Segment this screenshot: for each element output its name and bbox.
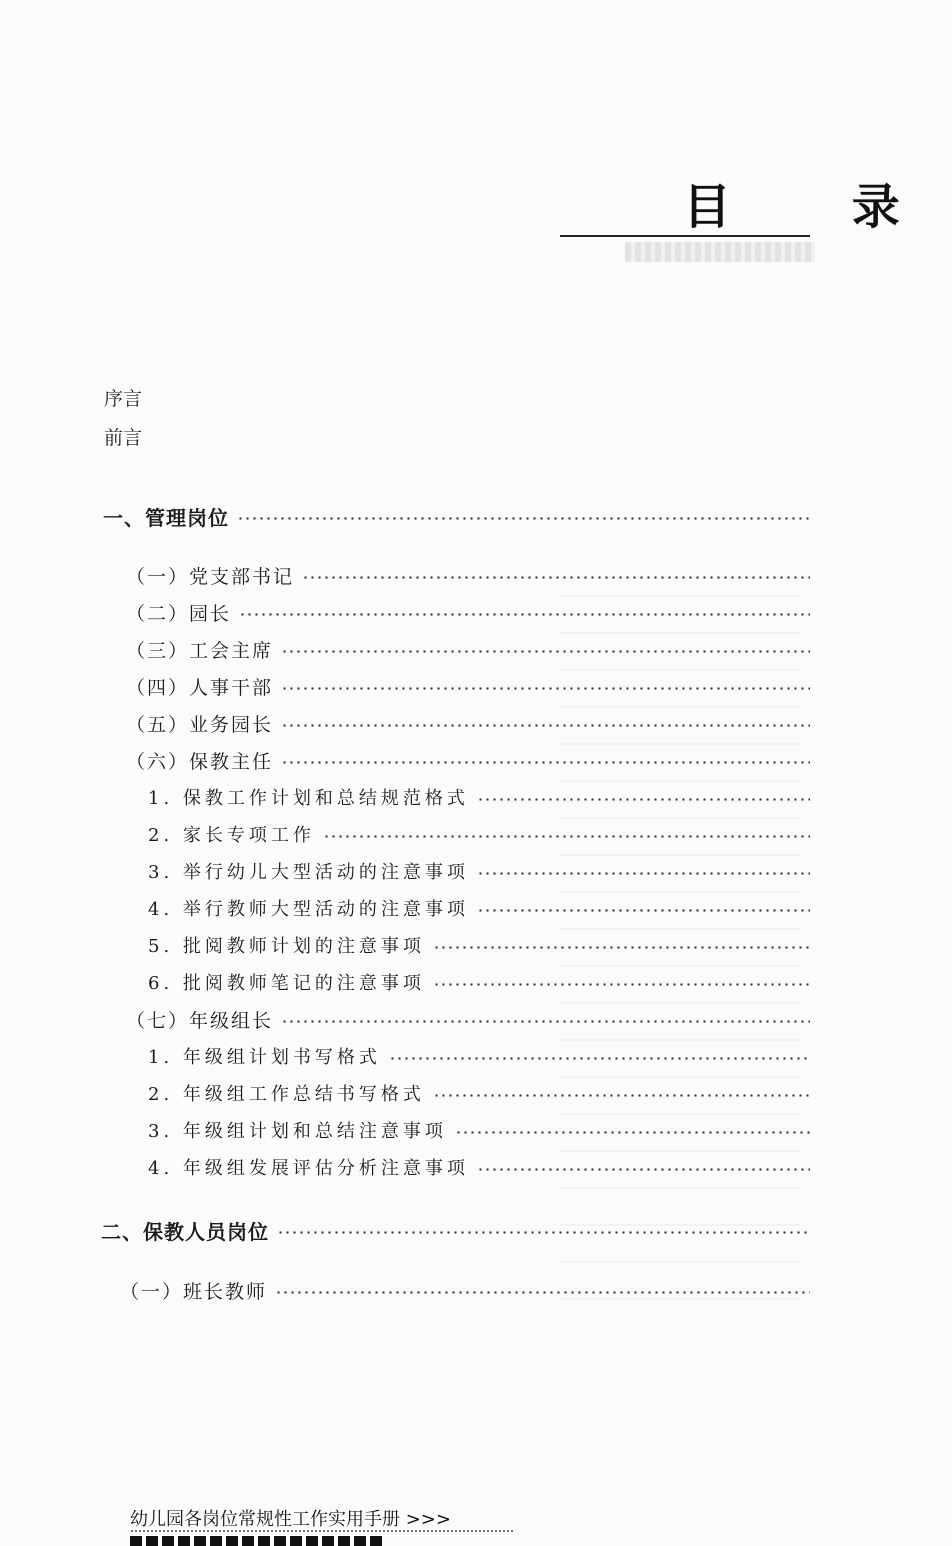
toc-section (103, 502, 810, 531)
toc-entry-text: （一）党支部书记 (126, 566, 295, 588)
toc-entry-text: 2. 年级组工作总结书写格式 (148, 1084, 425, 1105)
dot-leader (433, 946, 810, 949)
toc-entry-text: 1. 保教工作计划和总结规范格式 (148, 788, 469, 809)
dot-leader (477, 798, 810, 801)
dot-leader (323, 835, 810, 838)
dot-leader (389, 1057, 810, 1060)
running-footer: 幼儿园各岗位常规性工作实用手册 >>> (130, 1509, 451, 1530)
toc-entry-text: （五）业务园长 (126, 714, 274, 736)
title-underline (560, 235, 810, 237)
dot-leader (281, 1020, 810, 1023)
toc-entry-text: 4. 举行教师大型活动的注意事项 (148, 899, 469, 920)
dot-leader (302, 576, 810, 579)
toc-entry-text: 3. 举行幼儿大型活动的注意事项 (148, 862, 469, 883)
footer-dotted-rule (130, 1530, 515, 1532)
dot-leader (477, 909, 810, 912)
dot-leader (281, 687, 810, 690)
toc-section (101, 1216, 810, 1245)
toc-entry-text: （二）园长 (126, 603, 232, 625)
toc-entry-text: 二、保教人员岗位 (101, 1220, 269, 1244)
toc-entry-text: 6. 批阅教师笔记的注意事项 (148, 973, 425, 994)
toc-item (148, 1043, 810, 1069)
toc-entry-text: 一、管理岗位 (103, 506, 229, 530)
dot-leader (281, 761, 810, 764)
toc-item (148, 1080, 810, 1106)
toc-subsection (126, 1006, 810, 1033)
toc-entry-text: 3. 年级组计划和总结注意事项 (148, 1121, 447, 1142)
toc-entry-text: （一）班长教师 (120, 1281, 268, 1303)
dot-leader (433, 983, 810, 986)
toc-entry-text: （七）年级组长 (126, 1010, 274, 1032)
toc-item (148, 858, 810, 884)
dot-leader (237, 517, 810, 520)
toc-subsection (126, 673, 810, 700)
toc-entry-text: 1. 年级组计划书写格式 (148, 1047, 381, 1068)
toc-entry-text: （四）人事干部 (126, 677, 274, 699)
toc-item (148, 932, 810, 958)
toc-entry-text: （三）工会主席 (126, 640, 274, 662)
toc-item (148, 895, 810, 921)
toc-subsection (126, 599, 810, 626)
front-matter-foreword: 前言 (104, 427, 143, 449)
toc-item (148, 784, 810, 810)
dot-leader (433, 1094, 810, 1097)
toc-subsection (126, 747, 810, 774)
toc-item (148, 1117, 810, 1143)
toc-entry-text: 4. 年级组发展评估分析注意事项 (148, 1158, 469, 1179)
dot-leader (281, 724, 810, 727)
dot-leader (275, 1291, 810, 1294)
title-bleed-shadow (625, 242, 815, 262)
dot-leader (277, 1231, 810, 1234)
toc-subsection (126, 636, 810, 663)
toc-item (148, 1154, 810, 1180)
toc-subsection (126, 710, 810, 737)
dot-leader (477, 1168, 810, 1171)
footer-decorative-bar (130, 1536, 386, 1546)
dot-leader (281, 650, 810, 653)
page-bleed-through (560, 560, 800, 1300)
page-title: 目 录 (683, 179, 952, 235)
toc-item (148, 821, 810, 847)
front-matter-preface: 序言 (104, 388, 143, 410)
toc-subsection (126, 562, 810, 589)
dot-leader (477, 872, 810, 875)
dot-leader (239, 613, 810, 616)
toc-entry-text: 5. 批阅教师计划的注意事项 (148, 936, 425, 957)
toc-entry-text: （六）保教主任 (126, 751, 274, 773)
toc-subsection (120, 1277, 810, 1304)
toc-item (148, 969, 810, 995)
toc-entry-text: 2. 家长专项工作 (148, 825, 315, 846)
dot-leader (455, 1131, 810, 1134)
